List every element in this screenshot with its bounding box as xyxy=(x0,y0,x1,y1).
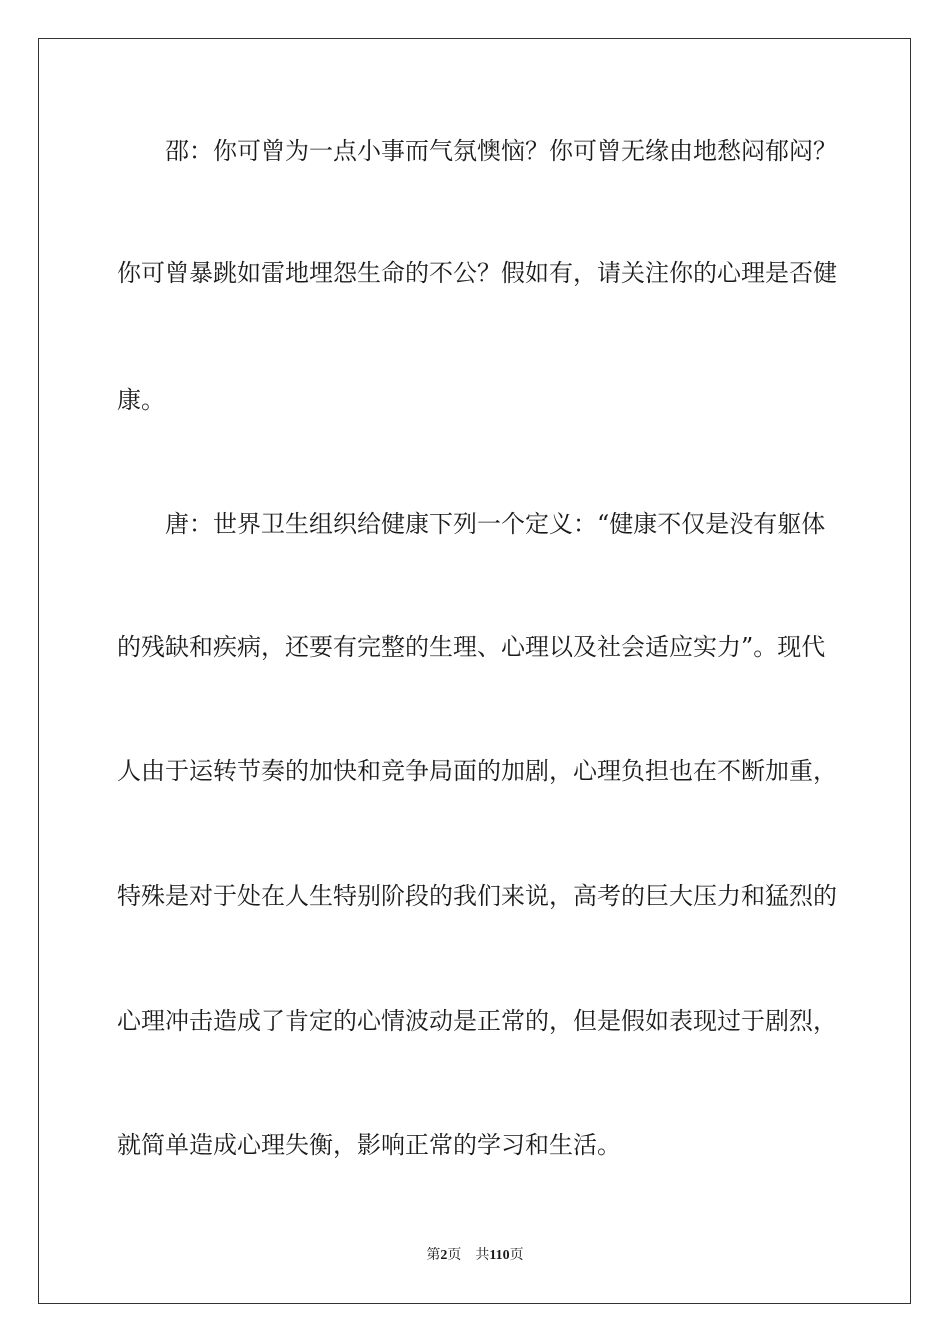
paragraph-line: 人由于运转节奏的加快和竞争局面的加剧，心理负担也在不断加重， xyxy=(117,757,837,785)
paragraph-line: 你可曾暴跳如雷地埋怨生命的不公？假如有，请关注你的心理是否健 xyxy=(117,259,837,287)
paragraph-line: 唐：世界卫生组织给健康下列一个定义：“健康不仅是没有躯体 xyxy=(117,510,826,538)
paragraph-line: 邵：你可曾为一点小事而气氛懊恼？你可曾无缘由地愁闷郁闷？ xyxy=(117,137,837,165)
current-page-number: 2 xyxy=(440,1248,448,1263)
page-label-prefix: 第 xyxy=(426,1248,441,1263)
total-label-suffix: 页 xyxy=(509,1248,524,1263)
page-footer xyxy=(0,1247,950,1265)
paragraph-line: 心理冲击造成了肯定的心情波动是正常的，但是假如表现过于剧烈， xyxy=(117,1007,837,1035)
paragraph-line: 的残缺和疾病，还要有完整的生理、心理以及社会适应实力”。现代 xyxy=(117,633,826,661)
page-label-suffix: 页 xyxy=(447,1248,462,1263)
total-page-count: 110 xyxy=(489,1248,510,1263)
page-border xyxy=(38,38,911,1304)
paragraph-line: 就简单造成心理失衡，影响正常的学习和生活。 xyxy=(117,1131,621,1159)
total-label-prefix: 共 xyxy=(475,1248,490,1263)
paragraph-line: 康。 xyxy=(117,386,165,414)
paragraph-line: 特殊是对于处在人生特别阶段的我们来说，高考的巨大压力和猛烈的 xyxy=(117,882,837,910)
